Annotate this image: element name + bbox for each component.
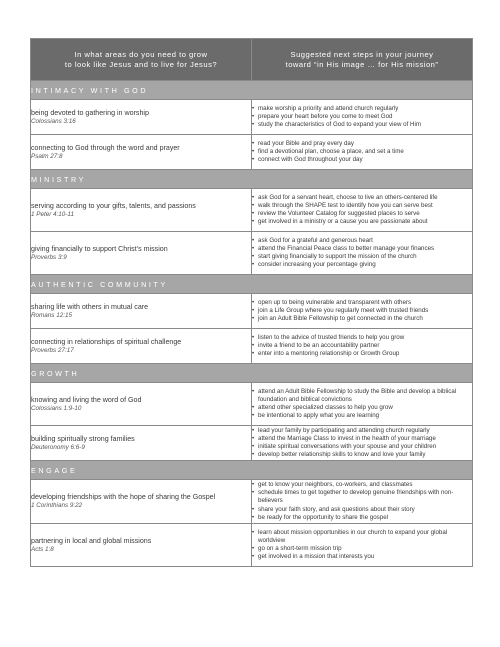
growth-area-title: knowing and living the word of God [31, 395, 142, 404]
growth-area-title: giving financially to support Christ’s mission [31, 244, 168, 253]
list-item: • initiate spiritual conversations with your spouse and your children [252, 443, 472, 451]
next-steps-cell [252, 100, 473, 135]
list-item: • be ready for the opportunity to share the gospel [252, 514, 472, 522]
header-right-line-1: Suggested next steps in your journey [290, 49, 434, 59]
list-item: • join an Adult Bible Fellowship to get connected in the church [252, 315, 472, 323]
list-item: • start giving financially to support the mission of the church [252, 253, 472, 261]
next-steps-list [252, 237, 472, 269]
list-item: • connect with God throughout your day [252, 156, 472, 164]
list-item: • listen to the advice of trusted friends to help you grow [252, 334, 472, 342]
growth-area-title: developing friendships with the hope of sharing the Gospel [31, 493, 216, 501]
list-item: • develop better relationship skills to know and love your family [252, 451, 472, 459]
growth-area-cell [31, 426, 252, 461]
header-left-line-2: to look like Jesus and to live for Jesus? [64, 59, 218, 69]
growth-area-cell [31, 524, 252, 567]
header-left-line-1: In what areas do you need to grow [74, 49, 208, 59]
list-item: • get involved in a ministry or a cause you are passionate about [252, 218, 472, 226]
section-title: MINISTRY [31, 170, 473, 189]
section-title: INTIMACY WITH GOD [31, 81, 473, 100]
table-row [31, 100, 473, 135]
header-row [31, 39, 473, 81]
growth-area-cell [31, 100, 252, 135]
next-steps-list [252, 105, 472, 129]
section-title: AUTHENTIC COMMUNITY [31, 275, 473, 294]
growth-area-cell [31, 232, 252, 275]
next-steps-cell [252, 426, 473, 461]
section-row [31, 364, 473, 383]
section-row [31, 81, 473, 100]
list-item: • be intentional to apply what you are learning [252, 412, 472, 420]
next-steps-cell [252, 189, 473, 232]
growth-area-cell [31, 480, 252, 524]
next-steps-cell [252, 383, 473, 426]
table-row [31, 189, 473, 232]
list-item: • review the Volunteer Catalog for suggested places to serve [252, 210, 472, 218]
list-item: • schedule times to get together to develop genuine friendships with non-believers [252, 489, 472, 505]
list-item: • find a devotional plan, choose a place, and set a time [252, 148, 472, 156]
table-row [31, 383, 473, 426]
list-item: • share your faith story, and ask questions about their story [252, 506, 472, 514]
scripture-reference: Proverbs 3:9 [31, 253, 67, 261]
scripture-reference: Colossians 1:9-10 [31, 404, 82, 412]
list-item: • get involved in a mission that interests you [252, 553, 472, 561]
next-steps-list [252, 194, 472, 226]
growth-area-cell [31, 329, 252, 364]
scripture-reference: Deuteronomy 6:6-9 [31, 443, 85, 451]
scripture-reference: Proverbs 27:17 [31, 346, 74, 354]
next-steps-list [252, 388, 472, 420]
list-item: • consider increasing your percentage giving [252, 261, 472, 269]
list-item: • ask God for a grateful and generous heart [252, 237, 472, 245]
growth-area-cell [31, 383, 252, 426]
list-item: • make worship a priority and attend church regularly [252, 105, 472, 113]
list-item: • attend an Adult Bible Fellowship to study the Bible and develop a biblical foundation and biblical convictions [252, 388, 472, 404]
next-steps-cell [252, 480, 473, 524]
header-left [31, 39, 252, 81]
list-item: • attend other specialized classes to help you grow [252, 404, 472, 412]
header-right-line-2: toward “in His image … for His mission” [285, 59, 439, 69]
list-item: • attend the Financial Peace class to better manage your finances [252, 245, 472, 253]
growth-area-cell [31, 189, 252, 232]
growth-area-title: connecting to God through the word and prayer [31, 143, 180, 152]
growth-area-title: connecting in relationships of spiritual challenge [31, 337, 182, 346]
section-row [31, 170, 473, 189]
list-item: • get to know your neighbors, co-workers, and classmates [252, 481, 472, 489]
next-steps-list [252, 299, 472, 323]
header-right [252, 39, 473, 81]
growth-area-title: sharing life with others in mutual care [31, 302, 149, 311]
growth-area-title: building spiritually strong families [31, 434, 135, 443]
scripture-reference: Romans 12:15 [31, 311, 72, 319]
table-row [31, 480, 473, 524]
section-title: GROWTH [31, 364, 473, 383]
scripture-reference: Acts 1:8 [31, 545, 54, 553]
table-row [31, 329, 473, 364]
list-item: • read your Bible and pray every day [252, 140, 472, 148]
next-steps-list [252, 334, 472, 358]
next-steps-cell [252, 135, 473, 170]
table-row [31, 426, 473, 461]
list-item: • prepare your heart before you come to meet God [252, 113, 472, 121]
table-row [31, 135, 473, 170]
growth-area-title: partnering in local and global missions [31, 536, 152, 545]
list-item: • join a Life Group where you regularly meet with trusted friends [252, 307, 472, 315]
list-item: • walk through the SHAPE test to identify how you can serve best [252, 202, 472, 210]
growth-area-title: serving according to your gifts, talents, and passions [31, 201, 196, 210]
scripture-reference: Colossians 3:16 [31, 117, 76, 125]
growth-area-title: being devoted to gathering in worship [31, 108, 149, 117]
next-steps-list [252, 481, 472, 521]
list-item: • go on a short-term mission trip [252, 545, 472, 553]
list-item: • open up to being vulnerable and transparent with others [252, 299, 472, 307]
next-steps-list [252, 427, 472, 459]
next-steps-cell [252, 294, 473, 329]
next-steps-list [252, 529, 472, 561]
growth-area-cell [31, 135, 252, 170]
list-item: • learn about mission opportunities in our church to expand your global worldview [252, 529, 472, 545]
list-item: • invite a friend to be an accountability partner [252, 342, 472, 350]
next-steps-list [252, 140, 472, 164]
growth-area-cell [31, 294, 252, 329]
section-row [31, 275, 473, 294]
next-steps-cell [252, 232, 473, 275]
list-item: • lead your family by participating and attending church regularly [252, 427, 472, 435]
next-steps-cell [252, 329, 473, 364]
list-item: • enter into a mentoring relationship or Growth Group [252, 350, 472, 358]
scripture-reference: Psalm 27:8 [31, 152, 63, 160]
list-item: • study the characteristics of God to expand your view of Him [252, 121, 472, 129]
table-row [31, 524, 473, 567]
section-title: ENGAGE [31, 461, 473, 480]
list-item: • ask God for a servant heart, choose to live an others-centered life [252, 194, 472, 202]
scripture-reference: 1 Corinthians 9:22 [31, 502, 83, 509]
list-item: • attend the Marriage Class to invest in the health of your marriage [252, 435, 472, 443]
next-steps-cell [252, 524, 473, 567]
scripture-reference: 1 Peter 4:10-11 [31, 210, 74, 218]
table-row [31, 232, 473, 275]
growth-steps-table [30, 38, 473, 567]
table-row [31, 294, 473, 329]
section-row [31, 461, 473, 480]
